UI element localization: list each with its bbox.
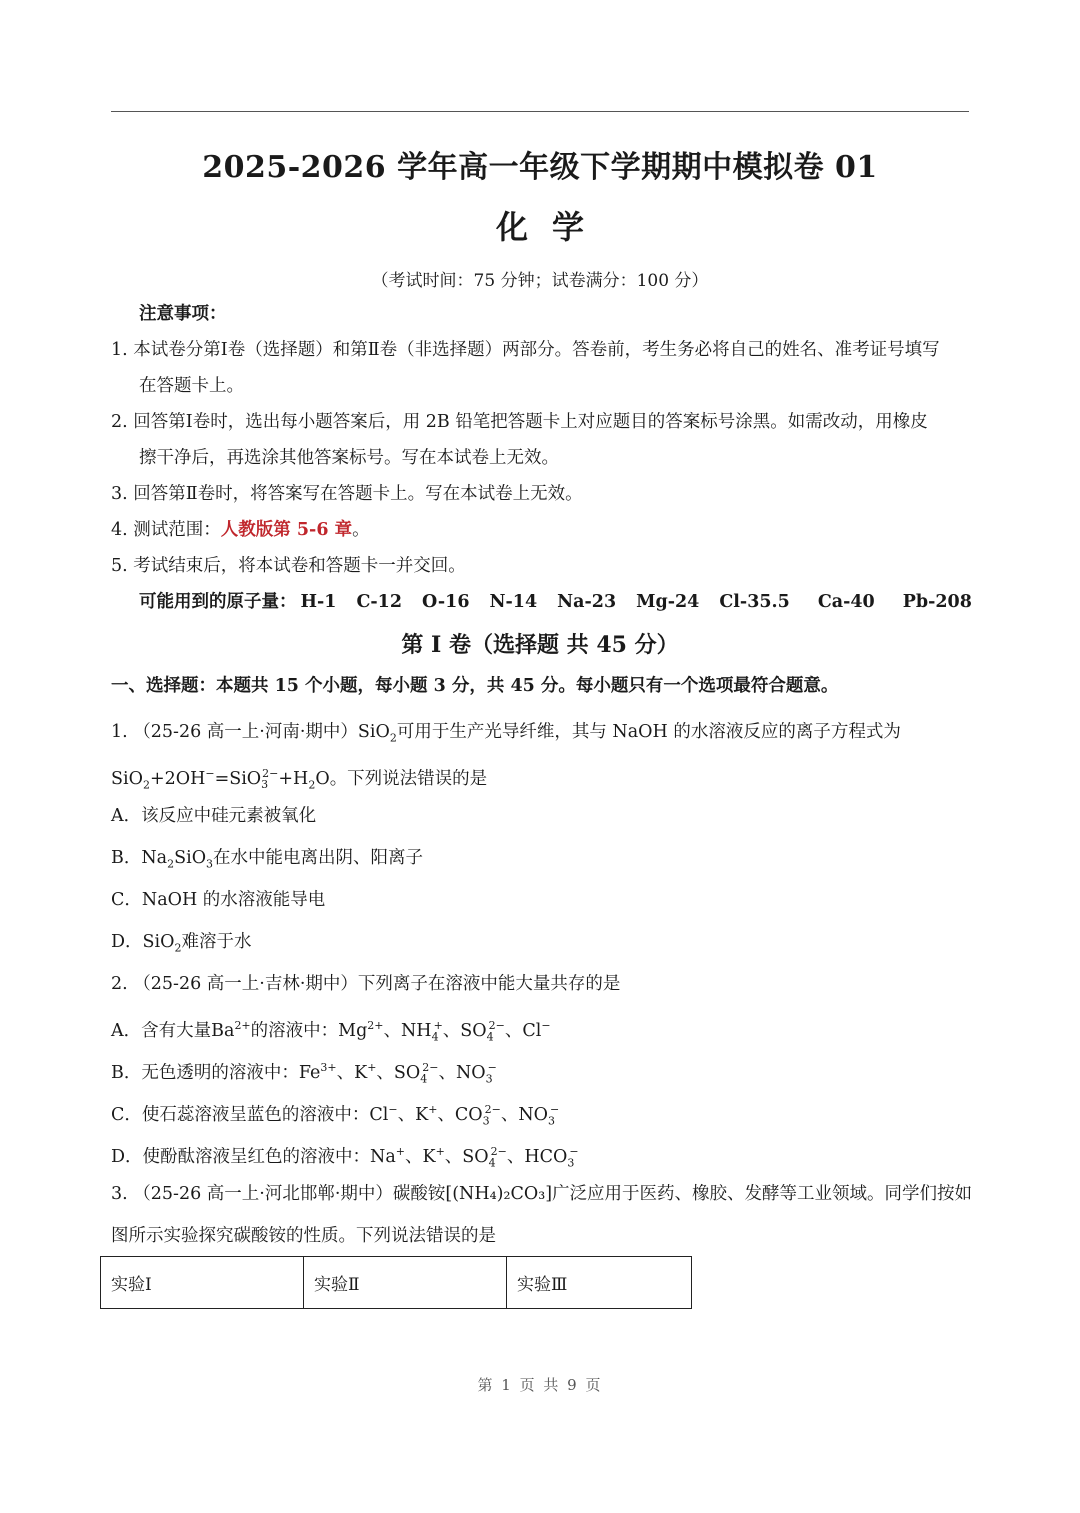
q1-option-c: C．NaOH 的水溶液能导电 bbox=[111, 890, 326, 910]
q1-stem: 1. （25-26 高一上·河南·期中）SiO$_2$可用于生产光导纤维，其与 NaOH 的水溶液反应的离子方程式为 bbox=[111, 722, 901, 745]
page-footer: 第 1 页 共 9 页 bbox=[477, 1376, 603, 1394]
q2-option-d: D．使酚酞溶液呈红色的溶液中：Na+、K+、$SO_4^{2-}$、$HCO_3^-$ bbox=[111, 1145, 579, 1170]
experiment-table bbox=[100, 1256, 692, 1309]
note-5: 5. 考试结束后，将本试卷和答题卡一并交回。 bbox=[111, 556, 466, 576]
experiment-1-header: 实验Ⅰ bbox=[101, 1257, 304, 1309]
q2-option-a: A．含有大量$Ba^{2+}$的溶液中：$Mg^{2+}$、$NH_4^+$、$SO_4^{2-}$、Cl− bbox=[111, 1019, 551, 1044]
note-2-cont: 擦干净后，再选涂其他答案标号。写在本试卷上无效。 bbox=[139, 448, 559, 468]
q1-option-d: D．SiO$_2$难溶于水 bbox=[111, 932, 252, 955]
q3-stem-cont: 图所示实验探究碳酸铵的性质。下列说法错误的是 bbox=[111, 1226, 496, 1246]
section-title: 第 I 卷（选择题 共 45 分） bbox=[401, 632, 679, 658]
note-1: 1. 本试卷分第Ⅰ卷（选择题）和第Ⅱ卷（非选择题）两部分。答卷前，考生务必将自己的姓名、准考证号填写 bbox=[111, 340, 940, 360]
section-instruction: 一、选择题：本题共 15 个小题，每小题 3 分，共 45 分。每小题只有一个选项最符合题意。 bbox=[111, 676, 839, 696]
q2-option-b: B．无色透明的溶液中：$Fe^{3+}$、K+、$SO_4^{2-}$、$NO_3^-$ bbox=[111, 1061, 497, 1086]
q3-stem: 3. （25-26 高一上·河北邯郸·期中）碳酸铵[(NH₄)₂CO₃]广泛应用于医药、橡胶、发酵等工业领域。同学们按如 bbox=[111, 1184, 973, 1204]
q2-option-c: C．使石蕊溶液呈蓝色的溶液中：Cl−、K+、$CO_3^{2-}$、$NO_3^-$ bbox=[111, 1103, 560, 1128]
q1-option-b: B．$Na_2SiO_3$在水中能电离出阴、阳离子 bbox=[111, 848, 424, 871]
note-2: 2. 回答第Ⅰ卷时，选出每小题答案后，用 2B 铅笔把答题卡上对应题目的答案标号涂黑。如需改动，用橡皮 bbox=[111, 412, 928, 432]
q1-option-a: A．该反应中硅元素被氧化 bbox=[111, 806, 317, 826]
q1-equation: $SiO_2+2OH^-=SiO_3^{2-}+H_2O$。下列说法错误的是 bbox=[111, 767, 488, 792]
experiment-3-header: 实验Ⅲ bbox=[507, 1257, 692, 1309]
atomic-masses: 可能用到的原子量： H-1 C-12 O-16 N-14 Na-23 Mg-24 Cl-35.5 Ca-40 Pb-208 bbox=[139, 592, 972, 612]
q2-stem: 2. （25-26 高一上·吉林·期中）下列离子在溶液中能大量共存的是 bbox=[111, 974, 621, 994]
subject-title: 化学 bbox=[495, 208, 608, 246]
note-1-cont: 在答题卡上。 bbox=[139, 376, 244, 396]
notes-heading: 注意事项： bbox=[139, 304, 227, 324]
exam-info: （考试时间：75 分钟；试卷满分：100 分） bbox=[371, 271, 709, 291]
note-3: 3. 回答第Ⅱ卷时，将答案写在答题卡上。写在本试卷上无效。 bbox=[111, 484, 583, 504]
exam-title: 2025-2026 学年高一年级下学期期中模拟卷 01 bbox=[202, 150, 878, 185]
note-4: 4. 测试范围：人教版第 5-6 章。 bbox=[111, 520, 370, 540]
test-scope: 人教版第 5-6 章 bbox=[220, 520, 353, 540]
header-rule bbox=[111, 111, 969, 112]
experiment-2-header: 实验Ⅱ bbox=[304, 1257, 507, 1309]
